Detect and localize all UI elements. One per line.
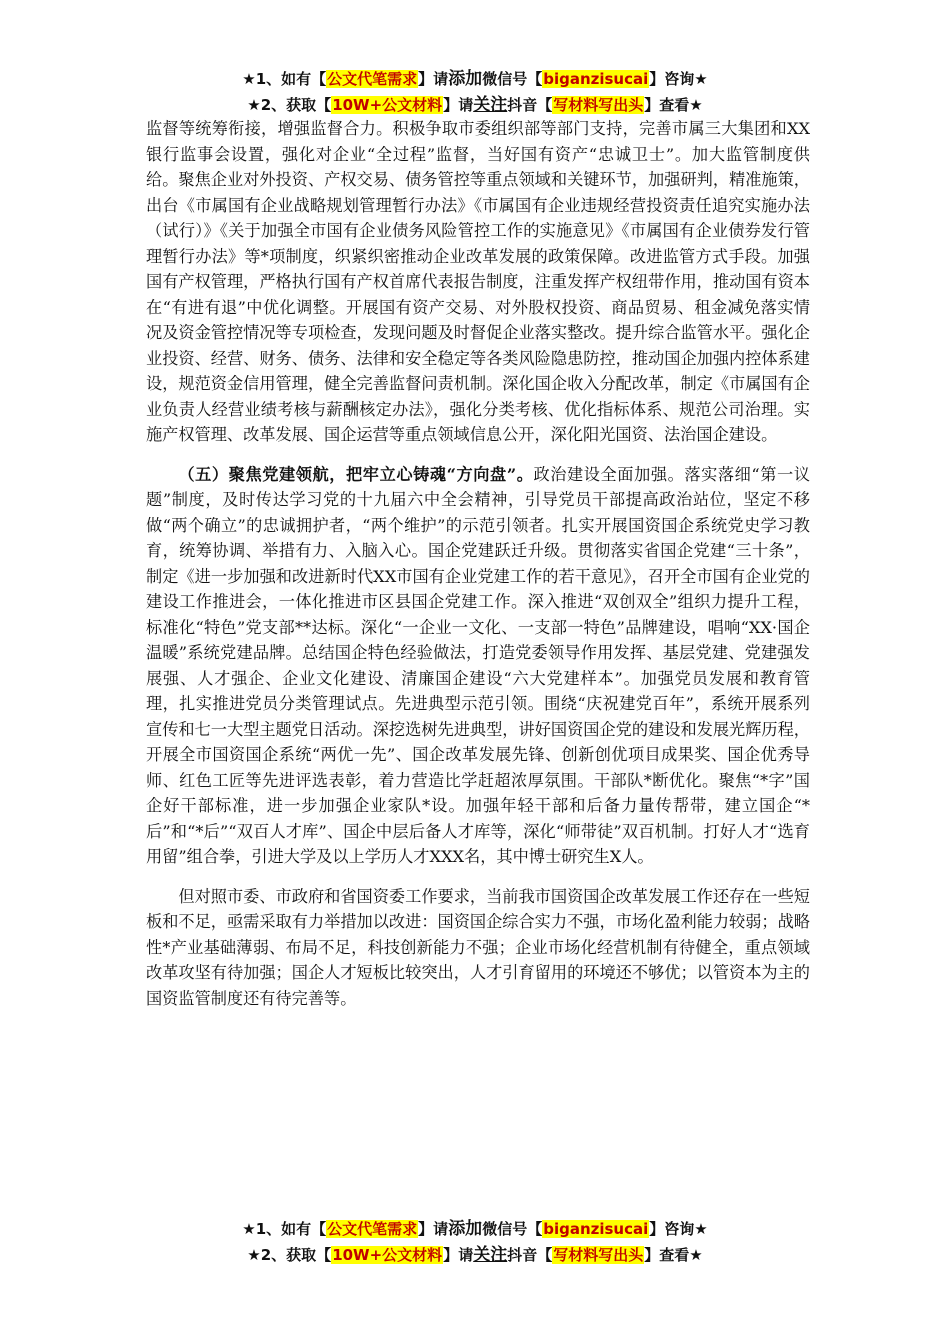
banner-text: 】请 xyxy=(443,96,474,114)
banner-highlight-douyin-id: 写材料写出头 xyxy=(553,96,644,114)
banner-line-1 xyxy=(0,66,950,92)
banner-highlight-wechat-id: biganzisucai xyxy=(543,70,649,88)
banner-highlight-service: 公文代笔需求 xyxy=(327,1220,418,1238)
banner-emphasis: 添加 xyxy=(448,69,483,89)
banner-text: 微信号【 xyxy=(482,70,543,88)
banner-text: 抖音【 xyxy=(507,96,553,114)
banner-text: ★2、获取【 xyxy=(247,96,332,114)
paragraph-text: 政治建设全面加强。落实落细“第一议题”制度，及时传达学习党的十九届六中全会精神，引导党员干部提高政治站位，坚定不移做“两个确立”的忠诚拥护者，“两个维护”的示范引领者。扎实开展国资国企系统党史学习教育，统筹协调、举措有力、入脑入心。国企党建跃迁升级。贯彻落实省国企党建“三十条”，制定《进一步加强和改进新时代XX市国有企业党建工作的若干意见》，召开全市国有企业党的建设工作推进会，一体化推进市区县国企党建工作。深入推进“双创双全”组织力提升工程，标准化“特色”党支部**达标。深化“一企业一文化、一支部一特色”品牌建设，唱响“XX·国企温暖”系统党建品牌。总结国企特色经验做法，打造党委领导作用发挥、基层党建、党建强发展强、人才强企、企业文化建设、清廉国企建设“六大党建样本”。加强党员发展和教育管理，扎实推进党员分类管理试点。先进典型示范引领。围绕“庆祝建党百年”，系统开展系列宣传和七一大型主题党日活动。深挖选树先进典型，讲好国资国企党的建设和发展光辉历程，开展全市国资国企系统“两优一先”、国企改革发展先锋、创新创优项目成果奖、国企优秀导师、红色工匠等先进评选表彰，着力营造比学赶超浓厚氛围。干部队*断优化。聚焦“*字”国企好干部标准，进一步加强企业家队*设。加强年轻干部和后备力量传帮带，建立国企“*后”和“*后”“双百人才库”、国企中层后备人才库等，深化“师带徒”双百机制。打好人才“选育用留”组合拳，引进大学及以上学历人才XXX名，其中博士研究生X人。 xyxy=(146,464,811,866)
banner-highlight-douyin-id: 写材料写出头 xyxy=(553,1246,644,1264)
banner-text: 】查看★ xyxy=(644,96,703,114)
banner-text: 】咨询★ xyxy=(649,70,708,88)
document-body xyxy=(146,116,810,1011)
banner-text: ★1、如有【 xyxy=(242,1220,327,1238)
footer-banner xyxy=(0,1216,950,1268)
section-heading: （五）聚焦党建领航，把牢立心铸魂“方向盘”。 xyxy=(178,464,534,484)
banner-highlight-materials: 10W+公文材料 xyxy=(332,1246,443,1264)
banner-line-2 xyxy=(0,92,950,118)
banner-line-2 xyxy=(0,1242,950,1268)
paragraph-shortcomings: 但对照市委、市政府和省国资委工作要求，当前我市国资国企改革发展工作还存在一些短板和不足，亟需采取有力举措加以改进：国资国企综合实力不强，市场化盈利能力较弱；战略性*产业基础薄弱、布局不足，科技创新能力不强；企业市场化经营机制有待健全，重点领域改革攻坚有待加强；国企人才短板比较突出，人才引育留用的环境还不够优；以管资本为主的国资监管制度还有待完善等。 xyxy=(146,886,810,1008)
banner-text: ★2、获取【 xyxy=(247,1246,332,1264)
banner-highlight-materials: 10W+公文材料 xyxy=(332,96,443,114)
header-banner xyxy=(0,66,950,118)
banner-text: 微信号【 xyxy=(482,1220,543,1238)
banner-emphasis: 关注 xyxy=(473,95,508,115)
banner-highlight-service: 公文代笔需求 xyxy=(327,70,418,88)
banner-text: 】请 xyxy=(443,1246,474,1264)
banner-text: 】请 xyxy=(418,1220,449,1238)
banner-emphasis: 添加 xyxy=(448,1219,483,1239)
banner-highlight-wechat-id: biganzisucai xyxy=(543,1220,649,1238)
banner-text: 抖音【 xyxy=(507,1246,553,1264)
banner-text: 】查看★ xyxy=(644,1246,703,1264)
paragraph-party-building xyxy=(146,462,810,870)
banner-text: 】请 xyxy=(418,70,449,88)
banner-line-1 xyxy=(0,1216,950,1242)
banner-emphasis: 关注 xyxy=(473,1245,508,1265)
banner-text: 】咨询★ xyxy=(649,1220,708,1238)
paragraph-supervision: 监督等统筹衔接，增强监督合力。积极争取市委组织部等部门支持，完善市属三大集团和XX银行监事会设置，强化对企业“全过程”监督，当好国有资产“忠诚卫士”。加大监管制度供给。聚焦企业对外投资、产权交易、债务管控等重点领域和关键环节，加强研判，精准施策，出台《市属国有企业战略规划管理暂行办法》《市属国有企业违规经营投资责任追究实施办法（试行）》《关于加强全市国有企业债务风险管控工作的实施意见》《市属国有企业债券发行管理暂行办法》等*项制度，织紧织密推动企业改革发展的政策保障。改进监管方式手段。加强国有产权管理，严格执行国有产权首席代表报告制度，注重发挥产权纽带作用，推动国有资本在“有进有退”中优化调整。开展国有资产交易、对外股权投资、商品贸易、租金减免落实情况及资金管控情况等专项检查，发现问题及时督促企业落实整改。提升综合监管水平。强化企业投资、经营、财务、债务、法律和安全稳定等各类风险隐患防控，推动国企加强内控体系建设，规范资金信用管理，健全完善监督问责机制。深化国企收入分配改革，制定《市属国有企业负责人经营业绩考核与薪酬核定办法》，强化分类考核、优化指标体系、规范公司治理。实施产权管理、改革发展、国企运营等重点领域信息公开，深化阳光国资、法治国企建设。 xyxy=(146,119,810,444)
banner-text: ★1、如有【 xyxy=(242,70,327,88)
